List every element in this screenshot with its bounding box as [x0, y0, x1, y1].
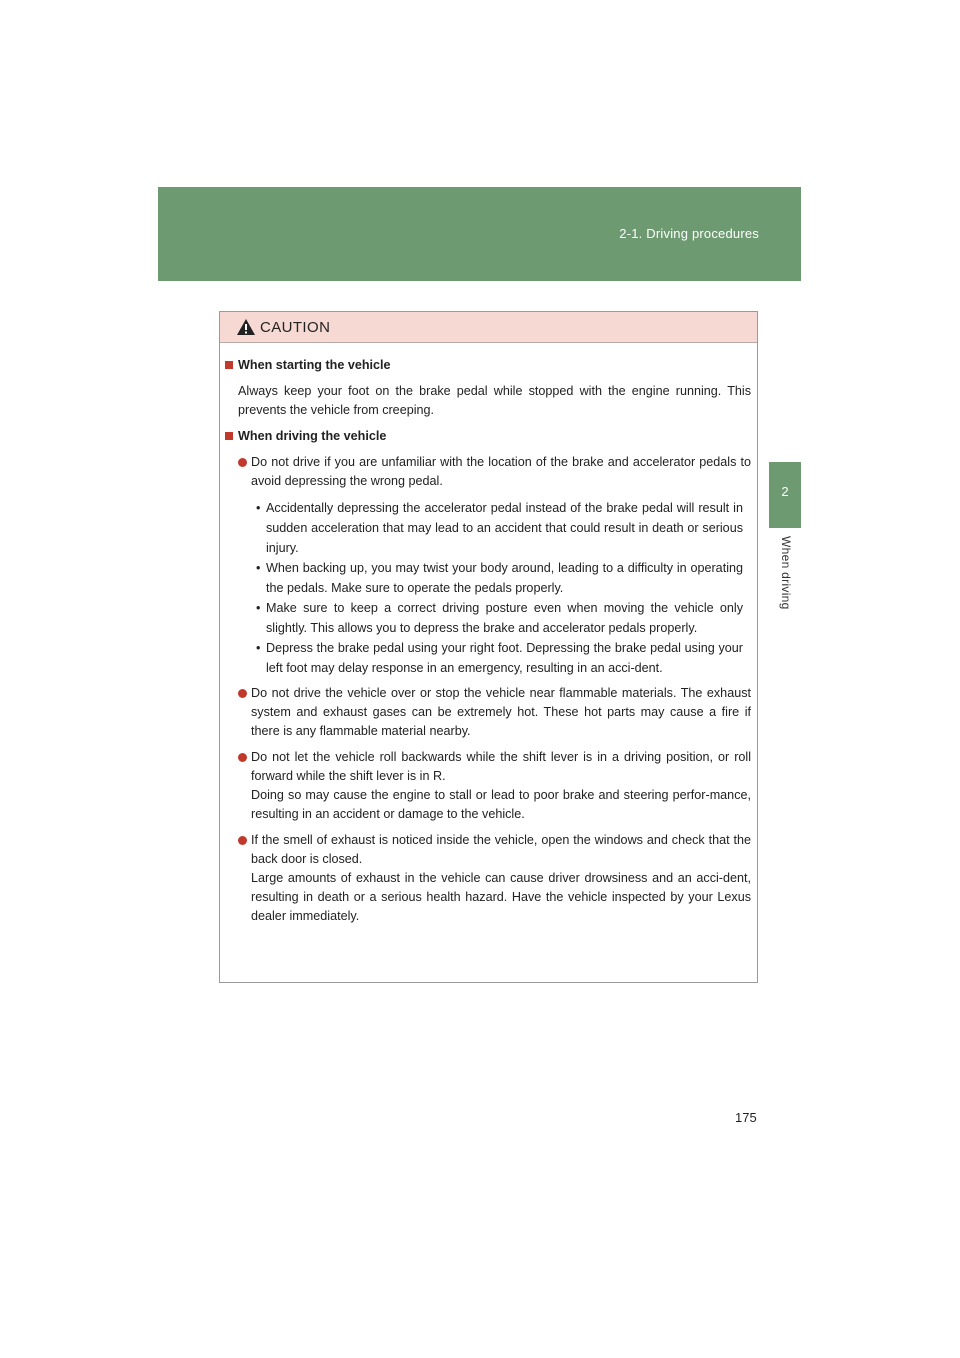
- bullet-item: [220, 453, 757, 491]
- round-bullet-icon: [238, 458, 247, 467]
- header-band: [158, 187, 801, 281]
- sub-item: [220, 498, 757, 558]
- sub-item-text: Depress the brake pedal using your right foot. Depressing the brake pedal using your left foot may delay response in an emergency, resulting in an acci-dent.: [266, 641, 743, 675]
- round-bullet-icon: [238, 836, 247, 845]
- section-heading-text: When starting the vehicle: [238, 358, 391, 372]
- sub-bullet-icon: •: [256, 501, 261, 515]
- sub-item-text: Make sure to keep a correct driving posture even when moving the vehicle only slightly. This allows you to depress the brake and accelerator pedals properly.: [266, 601, 743, 635]
- sub-bullet-icon: •: [256, 561, 261, 575]
- section-paragraph: Always keep your foot on the brake pedal while stopped with the engine running. This prevents the vehicle from creeping.: [238, 384, 751, 417]
- sub-item: [220, 598, 757, 638]
- sub-bullet-icon: •: [256, 641, 261, 655]
- bullet-text-continued: Doing so may cause the engine to stall or lead to poor brake and steering perfor-mance, resulting in an accident or damage to the vehicle.: [251, 788, 751, 821]
- sub-bullet-icon: •: [256, 601, 261, 615]
- warning-triangle-icon: [236, 318, 256, 336]
- bullet-text: Do not drive if you are unfamiliar with the location of the brake and accelerator pedals to avoid depressing the wrong pedal.: [251, 455, 751, 488]
- bullet-text: Do not drive the vehicle over or stop the vehicle near flammable materials. The exhaust system and exhaust gases can be extremely hot. These hot parts may cause a fire if there is any flammable material nearby.: [251, 686, 751, 738]
- round-bullet-icon: [238, 689, 247, 698]
- section-heading: [220, 356, 757, 375]
- chapter-label: When driving: [779, 536, 793, 610]
- square-bullet-icon: [225, 361, 233, 369]
- sub-item-text: When backing up, you may twist your body around, leading to a difficulty in operating the pedals. Make sure to operate the pedals properly.: [266, 561, 743, 595]
- bullet-item: [220, 748, 757, 824]
- chapter-tab: [769, 462, 801, 528]
- sub-item: [220, 558, 757, 598]
- caution-title: CAUTION: [260, 319, 331, 336]
- caution-header: [220, 312, 757, 343]
- sub-item: [220, 638, 757, 678]
- bullet-item: [220, 684, 757, 741]
- caution-content: [220, 343, 757, 926]
- bullet-item: [220, 831, 757, 926]
- page-number: 175: [735, 1110, 757, 1125]
- caution-box: [219, 311, 758, 983]
- sub-item-text: Accidentally depressing the accelerator pedal instead of the brake pedal will result in sudden acceleration that may lead to an accident that could result in death or serious injury.: [266, 501, 743, 555]
- round-bullet-icon: [238, 753, 247, 762]
- bullet-text: Do not let the vehicle roll backwards while the shift lever is in a driving position, or roll forward while the shift lever is in R.: [251, 750, 751, 783]
- bullet-text: If the smell of exhaust is noticed inside the vehicle, open the windows and check that the back door is closed.: [251, 833, 751, 866]
- section-title: 2-1. Driving procedures: [619, 226, 759, 241]
- bullet-text-continued: Large amounts of exhaust in the vehicle can cause driver drowsiness and an acci-dent, resulting in death or a serious health hazard. Have the vehicle inspected by your Lexus dealer immediately.: [251, 871, 751, 923]
- section-heading: [220, 427, 757, 446]
- square-bullet-icon: [225, 432, 233, 440]
- section-heading-text: When driving the vehicle: [238, 429, 387, 443]
- chapter-number: 2: [781, 484, 789, 499]
